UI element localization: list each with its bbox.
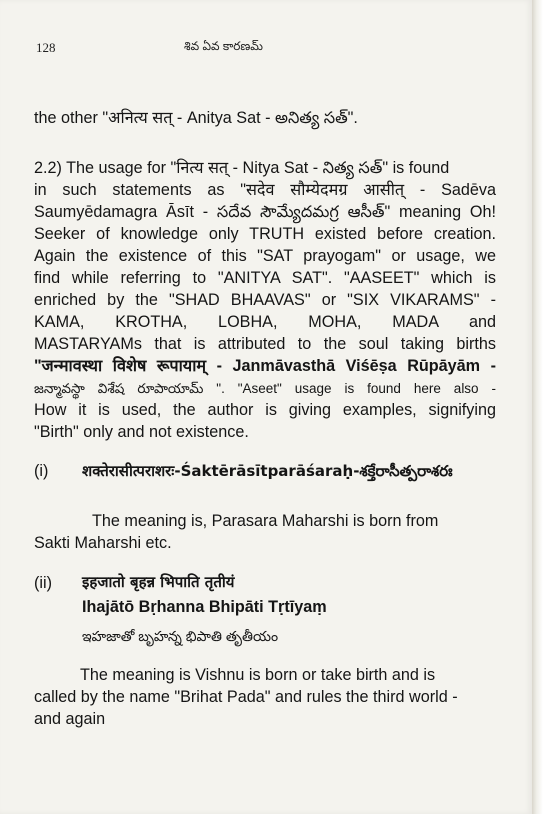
text-line: Again the existence of this "SAT prayogam" or usage, we (34, 247, 496, 265)
text-line: enriched by the "SHAD BHAAVAS" or "SIX VIKARAMS" - (34, 291, 496, 309)
text-line: KAMA, KROTHA, LOBHA, MOHA, MADA and (34, 313, 496, 331)
running-head: శివ ఏవ కారణమ్ (184, 39, 263, 53)
text-line: "Birth" only and not existence. (34, 423, 249, 441)
text-line: in such statements as "सदेव सौम्येदमग्र आसीत् - Sadēva (34, 181, 496, 199)
example-sanskrit: इहजातो बृहन्न भिपाति तृतीयं (82, 573, 235, 591)
page-number: 128 (36, 40, 56, 55)
text-line: "जन्मावस्था विशेष रूपायाम् - Janmāvasthā Viśēṣa Rūpāyām - (34, 357, 496, 375)
example-text: शक्तेरासीत्पराशरः-Śaktērāsītparāśaraḥ-శక్తేరాసీత్పరాశరః (82, 462, 453, 480)
text-line: MASTARYAMs that is attributed to the soul taking births (34, 335, 496, 353)
text-line: called by the name "Brihat Pada" and rules the third world - (34, 688, 458, 706)
text-line: find while referring to "ANITYA SAT". "AASEET" which is (34, 269, 496, 287)
text-line: and again (34, 710, 106, 728)
page-edge (532, 0, 543, 814)
text-line: జన్మావస్థా విశేష రూపాయామ్ ". "Aseet" usage is found here also - (34, 381, 496, 396)
example-marker: (ii) (34, 574, 52, 592)
text-line: Seeker of knowledge only TRUTH existed before creation. (34, 225, 496, 243)
example-marker: (i) (34, 462, 49, 480)
text-line: Sakti Maharshi etc. (34, 534, 172, 552)
page-header (36, 40, 492, 60)
text-line: Saumyēdamagra Āsīt - సదేవ సౌమ్యేదమగ్ర ఆసీత్" meaning Oh! (34, 203, 496, 221)
text-line: The meaning is, Parasara Maharshi is born from (92, 512, 439, 530)
text-line: 2.2) The usage for "नित्य सत् - Nitya Sat - నిత్య సత్" is found (34, 159, 450, 177)
text-line: the other "अनित्य सत् - Anitya Sat - అనిత్య సత్". (34, 109, 358, 127)
text-line: How it is used, the author is giving examples, signifying (34, 401, 496, 419)
example-telugu: ఇహజాతో బృహన్న భిపాతి తృతీయం (82, 628, 279, 644)
example-roman: Ihajātō Bṛhanna Bhipāti Tṛtīyaṃ (82, 598, 327, 616)
text-line: The meaning is Vishnu is born or take birth and is (80, 666, 436, 684)
